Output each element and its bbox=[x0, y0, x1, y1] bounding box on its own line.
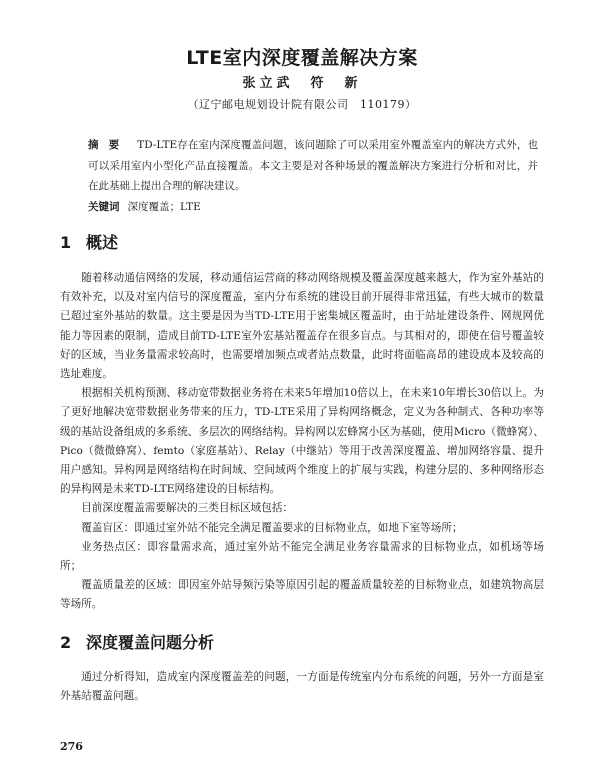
section-heading-2 bbox=[60, 631, 544, 655]
paragraph: 覆盖质量差的区域：即因室外站导频污染等原因引起的覆盖质量较差的目标物业点，如建筑物高层等场所。 bbox=[60, 579, 544, 611]
page-number: 276 bbox=[60, 740, 83, 753]
section-2-body bbox=[60, 668, 544, 706]
keywords-label: 关键词 bbox=[88, 200, 120, 213]
paragraph: 目前深度覆盖需要解决的三类目标区域包括： bbox=[81, 502, 294, 515]
abstract-text: TD-LTE存在室内深度覆盖问题，该问题除了可以采用室外覆盖室内的解决方式外，也可以采用室内小型化产品直接覆盖。本文主要是对各种场景的覆盖解决方案进行分析和对比，并在此基础上提出合理的解决建议。 bbox=[88, 139, 539, 192]
section-heading-1 bbox=[60, 231, 544, 255]
paragraph: 覆盖盲区：即通过室外站不能完全满足覆盖要求的目标物业点，如地下室等场所； bbox=[81, 521, 463, 534]
abstract bbox=[88, 135, 538, 197]
keywords bbox=[88, 197, 538, 218]
paragraph: 业务热点区：即容量需求高，通过室外站不能完全满足业务容量需求的目标物业点，如机场等场所； bbox=[60, 540, 544, 573]
paper-title: LTE室内深度覆盖解决方案 bbox=[186, 47, 418, 69]
abstract-label: 摘要 bbox=[88, 139, 130, 151]
authors: 张立武 符 新 bbox=[242, 76, 362, 91]
keywords-text: 深度覆盖；LTE bbox=[127, 200, 201, 213]
section-1-body bbox=[60, 269, 544, 615]
section-title: 概述 bbox=[86, 233, 119, 252]
section-number: 2 bbox=[60, 632, 72, 652]
affiliation: （辽宁邮电规划设计院有限公司 110179） bbox=[187, 98, 417, 111]
paragraph: 根据相关机构预测、移动宽带数据业务将在未来5年增加10倍以上，在未来10年增长30倍以上。为了更好地解决宽带数据业务带来的压力，TD-LTE采用了异构网络概念，定义为各种制式、各种功率等级的基站设备组成的多系统、多层次的网络结构。异构网以宏蜂窝小区为基础，使用Micro（微蜂窝）、Pico（微微蜂窝）、femto（家庭基站）、Relay（中继站）等用于改善深度覆盖、增加网络容量、提升用户感知。异构网是网络结构在时间域、空间域两个维度上的扩展与实践，构建分层的、多种网络形态的异构网是未来TD-LTE网络建设的目标结构。 bbox=[60, 387, 544, 496]
paragraph: 通过分析得知，造成室内深度覆盖差的问题，一方面是传统室内分布系统的问题，另外一方面是室外基站覆盖问题。 bbox=[60, 670, 544, 702]
paragraph: 随着移动通信网络的发展，移动通信运营商的移动网络规模及覆盖深度越来越大，作为室外基站的有效补充，以及对室内信号的深度覆盖，室内分布系统的建设目前开展得非常迅猛，有些大城市的数量已超过室外基站的数量。这主要是因为当TD-LTE用于密集城区覆盖时，由于站址建设条件、网规网优能力等因素的限制，造成目前TD-LTE室外宏基站覆盖存在很多盲点。与其相对的，即使在信号覆盖较好的区域，当业务量需求较高时，也需要增加频点或者站点数量，此时将面临高昂的建设成本及较高的选址难度。 bbox=[60, 272, 544, 381]
abstract-block bbox=[60, 135, 544, 217]
section-number: 1 bbox=[60, 233, 72, 252]
section-title: 深度覆盖问题分析 bbox=[86, 632, 215, 652]
